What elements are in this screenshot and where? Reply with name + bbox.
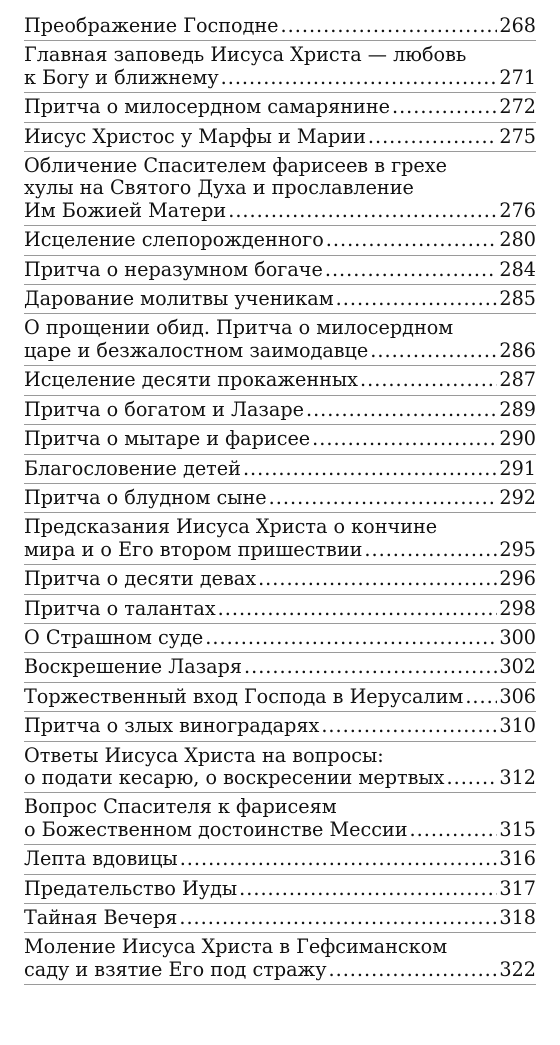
dot-leader	[179, 907, 497, 929]
toc-entry-last-line	[24, 878, 536, 900]
toc-entry-title-line: Притча о злых виноградарях	[24, 714, 320, 738]
dot-leader	[329, 959, 498, 981]
dot-leader	[239, 878, 497, 900]
toc-entry-title-line: Притча о богатом и Лазаре	[24, 397, 304, 421]
toc-entry-last-line	[24, 656, 536, 678]
dot-leader	[205, 627, 497, 649]
toc-entry	[24, 152, 536, 226]
toc-entry-title-line: Вопрос Спасителя к фарисеям	[24, 795, 337, 819]
toc-entry	[24, 93, 536, 122]
toc-entry-last-line	[24, 767, 536, 789]
dot-leader	[312, 428, 497, 450]
toc-entry	[24, 226, 536, 255]
dot-leader	[243, 458, 497, 480]
toc-page-number: 302	[499, 655, 536, 679]
toc-page-number: 306	[499, 684, 536, 708]
toc-entry-title-line: Моление Иисуса Христа в Гефсиманском	[24, 935, 448, 959]
toc-entry-last-line	[24, 126, 536, 148]
dot-leader	[180, 848, 498, 870]
toc-page-number: 296	[499, 567, 536, 591]
dot-leader	[306, 399, 497, 421]
toc-entry	[24, 425, 536, 454]
toc-page-number: 291	[499, 456, 536, 480]
dot-leader	[360, 369, 497, 391]
dot-leader	[447, 767, 498, 789]
toc-page-number: 318	[499, 906, 536, 929]
toc-page-number: 290	[499, 427, 536, 451]
toc-entry-title-line: Предательство Иуды	[24, 876, 238, 900]
toc-entry-title-line: Тайная Вечеря	[24, 906, 178, 929]
dot-leader	[321, 715, 497, 737]
toc-entry	[24, 256, 536, 285]
toc-entry-title-line: Обличение Спасителем фарисеев в грехе	[24, 154, 447, 178]
toc-entry-title-line: о подати кесарю, о воскресении мертвых	[24, 765, 445, 789]
toc-entry-last-line	[24, 428, 536, 450]
toc-entry-title-line: Дарование молитвы ученикам	[24, 287, 334, 311]
toc-entry-last-line	[24, 598, 536, 620]
toc-entry-last-line	[24, 15, 536, 37]
toc-page-number: 317	[499, 876, 536, 900]
toc-entry	[24, 396, 536, 425]
table-of-contents	[24, 12, 536, 985]
toc-page-number: 287	[499, 368, 536, 392]
toc-entry	[24, 653, 536, 682]
toc-entry	[24, 742, 536, 794]
dot-leader	[364, 539, 497, 561]
toc-entry-title-line: Притча о неразумном богаче	[24, 257, 323, 281]
dot-leader	[228, 200, 497, 222]
toc-entry-last-line	[24, 458, 536, 480]
toc-entry-title-line: Главная заповедь Иисуса Христа — любовь	[24, 43, 467, 67]
toc-entry-last-line	[24, 686, 536, 708]
toc-entry	[24, 595, 536, 624]
toc-entry-title-line: Благословение детей	[24, 456, 241, 480]
toc-entry-title-line: Притча о десяти девах	[24, 567, 257, 591]
toc-entry	[24, 712, 536, 741]
toc-page-number: 298	[499, 596, 536, 620]
dot-leader	[258, 568, 497, 590]
toc-entry-last-line	[24, 399, 536, 421]
toc-entry-last-line	[24, 200, 536, 222]
toc-entry	[24, 513, 536, 565]
toc-entry-title-line: Иисус Христос у Марфы и Марии	[24, 124, 366, 148]
toc-entry	[24, 41, 536, 93]
toc-entry-last-line	[24, 715, 536, 737]
toc-entry	[24, 683, 536, 712]
toc-entry-title-line: Исцеление десяти прокаженных	[24, 368, 359, 392]
toc-page-number: 275	[499, 124, 536, 148]
toc-entry-title-line: саду и взятие Его под стражу	[24, 957, 327, 981]
toc-page-number: 310	[499, 714, 536, 738]
dot-leader	[465, 686, 497, 708]
toc-entry-title-line: О Страшном суде	[24, 625, 204, 649]
toc-entry	[24, 845, 536, 874]
toc-entry-title-line: О прощении обид. Притча о милосердном	[24, 316, 454, 340]
toc-entry-last-line	[24, 627, 536, 649]
dot-leader	[326, 229, 498, 251]
dot-leader	[325, 259, 498, 281]
dot-leader	[218, 598, 498, 620]
toc-entry	[24, 366, 536, 395]
toc-entry-title-line: мира и о Его втором пришествии	[24, 537, 363, 561]
dot-leader	[221, 67, 498, 89]
toc-entry-last-line	[24, 288, 536, 310]
toc-entry-last-line	[24, 568, 536, 590]
toc-page-number: 315	[499, 817, 536, 841]
toc-entry-last-line	[24, 96, 536, 118]
toc-entry-title-line: царе и безжалостном заимодавце	[24, 338, 369, 362]
toc-entry	[24, 12, 536, 41]
toc-entry-last-line	[24, 259, 536, 281]
toc-entry-title-line: Притча о талантах	[24, 596, 216, 620]
dot-leader	[410, 819, 498, 841]
toc-entry-last-line	[24, 819, 536, 841]
dot-leader	[244, 656, 497, 678]
toc-entry-title-line: Преображение Господне	[24, 14, 279, 37]
toc-entry	[24, 904, 536, 933]
toc-page-number: 292	[499, 485, 536, 509]
dot-leader	[370, 340, 497, 362]
toc-entry	[24, 455, 536, 484]
toc-entry	[24, 933, 536, 985]
toc-page-number: 300	[499, 625, 536, 649]
toc-entry-title-line: Притча о милосердном самарянине	[24, 95, 390, 119]
toc-entry-last-line	[24, 539, 536, 561]
toc-entry	[24, 875, 536, 904]
dot-leader	[269, 487, 498, 509]
dot-leader	[392, 96, 497, 118]
toc-page-number: 284	[499, 257, 536, 281]
toc-entry-last-line	[24, 229, 536, 251]
toc-entry-last-line	[24, 369, 536, 391]
toc-entry-last-line	[24, 959, 536, 981]
toc-page-number: 312	[499, 765, 536, 789]
toc-entry-last-line	[24, 907, 536, 929]
toc-page-number: 272	[499, 95, 536, 119]
toc-entry-title-line: Предсказания Иисуса Христа о кончине	[24, 515, 438, 539]
toc-entry-title-line: хулы на Святого Духа и прославление	[24, 176, 414, 200]
toc-page-number: 268	[499, 14, 536, 37]
toc-entry-title-line: Лепта вдовицы	[24, 847, 178, 871]
toc-entry-title-line: Притча о блудном сыне	[24, 485, 267, 509]
toc-entry	[24, 123, 536, 152]
toc-entry-last-line	[24, 848, 536, 870]
toc-entry	[24, 285, 536, 314]
toc-page-number: 280	[499, 228, 536, 252]
toc-entry	[24, 793, 536, 845]
toc-entry	[24, 314, 536, 366]
toc-entry	[24, 484, 536, 513]
toc-page-number: 286	[499, 338, 536, 362]
toc-page-number: 276	[499, 198, 536, 222]
toc-entry	[24, 624, 536, 653]
toc-entry-title-line: Воскрешение Лазаря	[24, 655, 242, 679]
toc-entry-title-line: Исцеление слепорожденного	[24, 228, 324, 252]
toc-entry-title-line: о Божественном достоинстве Мессии	[24, 817, 408, 841]
toc-page-number: 316	[499, 847, 536, 871]
toc-entry-title-line: Притча о мытаре и фарисее	[24, 427, 311, 451]
toc-entry-title-line: Торжественный вход Господа в Иерусалим	[24, 684, 464, 708]
toc-entry	[24, 565, 536, 594]
toc-entry-last-line	[24, 340, 536, 362]
toc-entry-title-line: Ответы Иисуса Христа на вопросы:	[24, 743, 384, 767]
toc-page-number: 289	[499, 397, 536, 421]
dot-leader	[368, 126, 498, 148]
toc-entry-last-line	[24, 67, 536, 89]
toc-page-number: 295	[499, 537, 536, 561]
toc-entry-title-line: к Богу и ближнему	[24, 65, 219, 89]
dot-leader	[281, 15, 498, 37]
toc-page-number: 285	[499, 287, 536, 311]
dot-leader	[336, 288, 498, 310]
toc-entry-title-line: Им Божией Матери	[24, 198, 227, 222]
toc-page-number: 271	[499, 65, 536, 89]
toc-page-number: 322	[499, 957, 536, 981]
toc-entry-last-line	[24, 487, 536, 509]
